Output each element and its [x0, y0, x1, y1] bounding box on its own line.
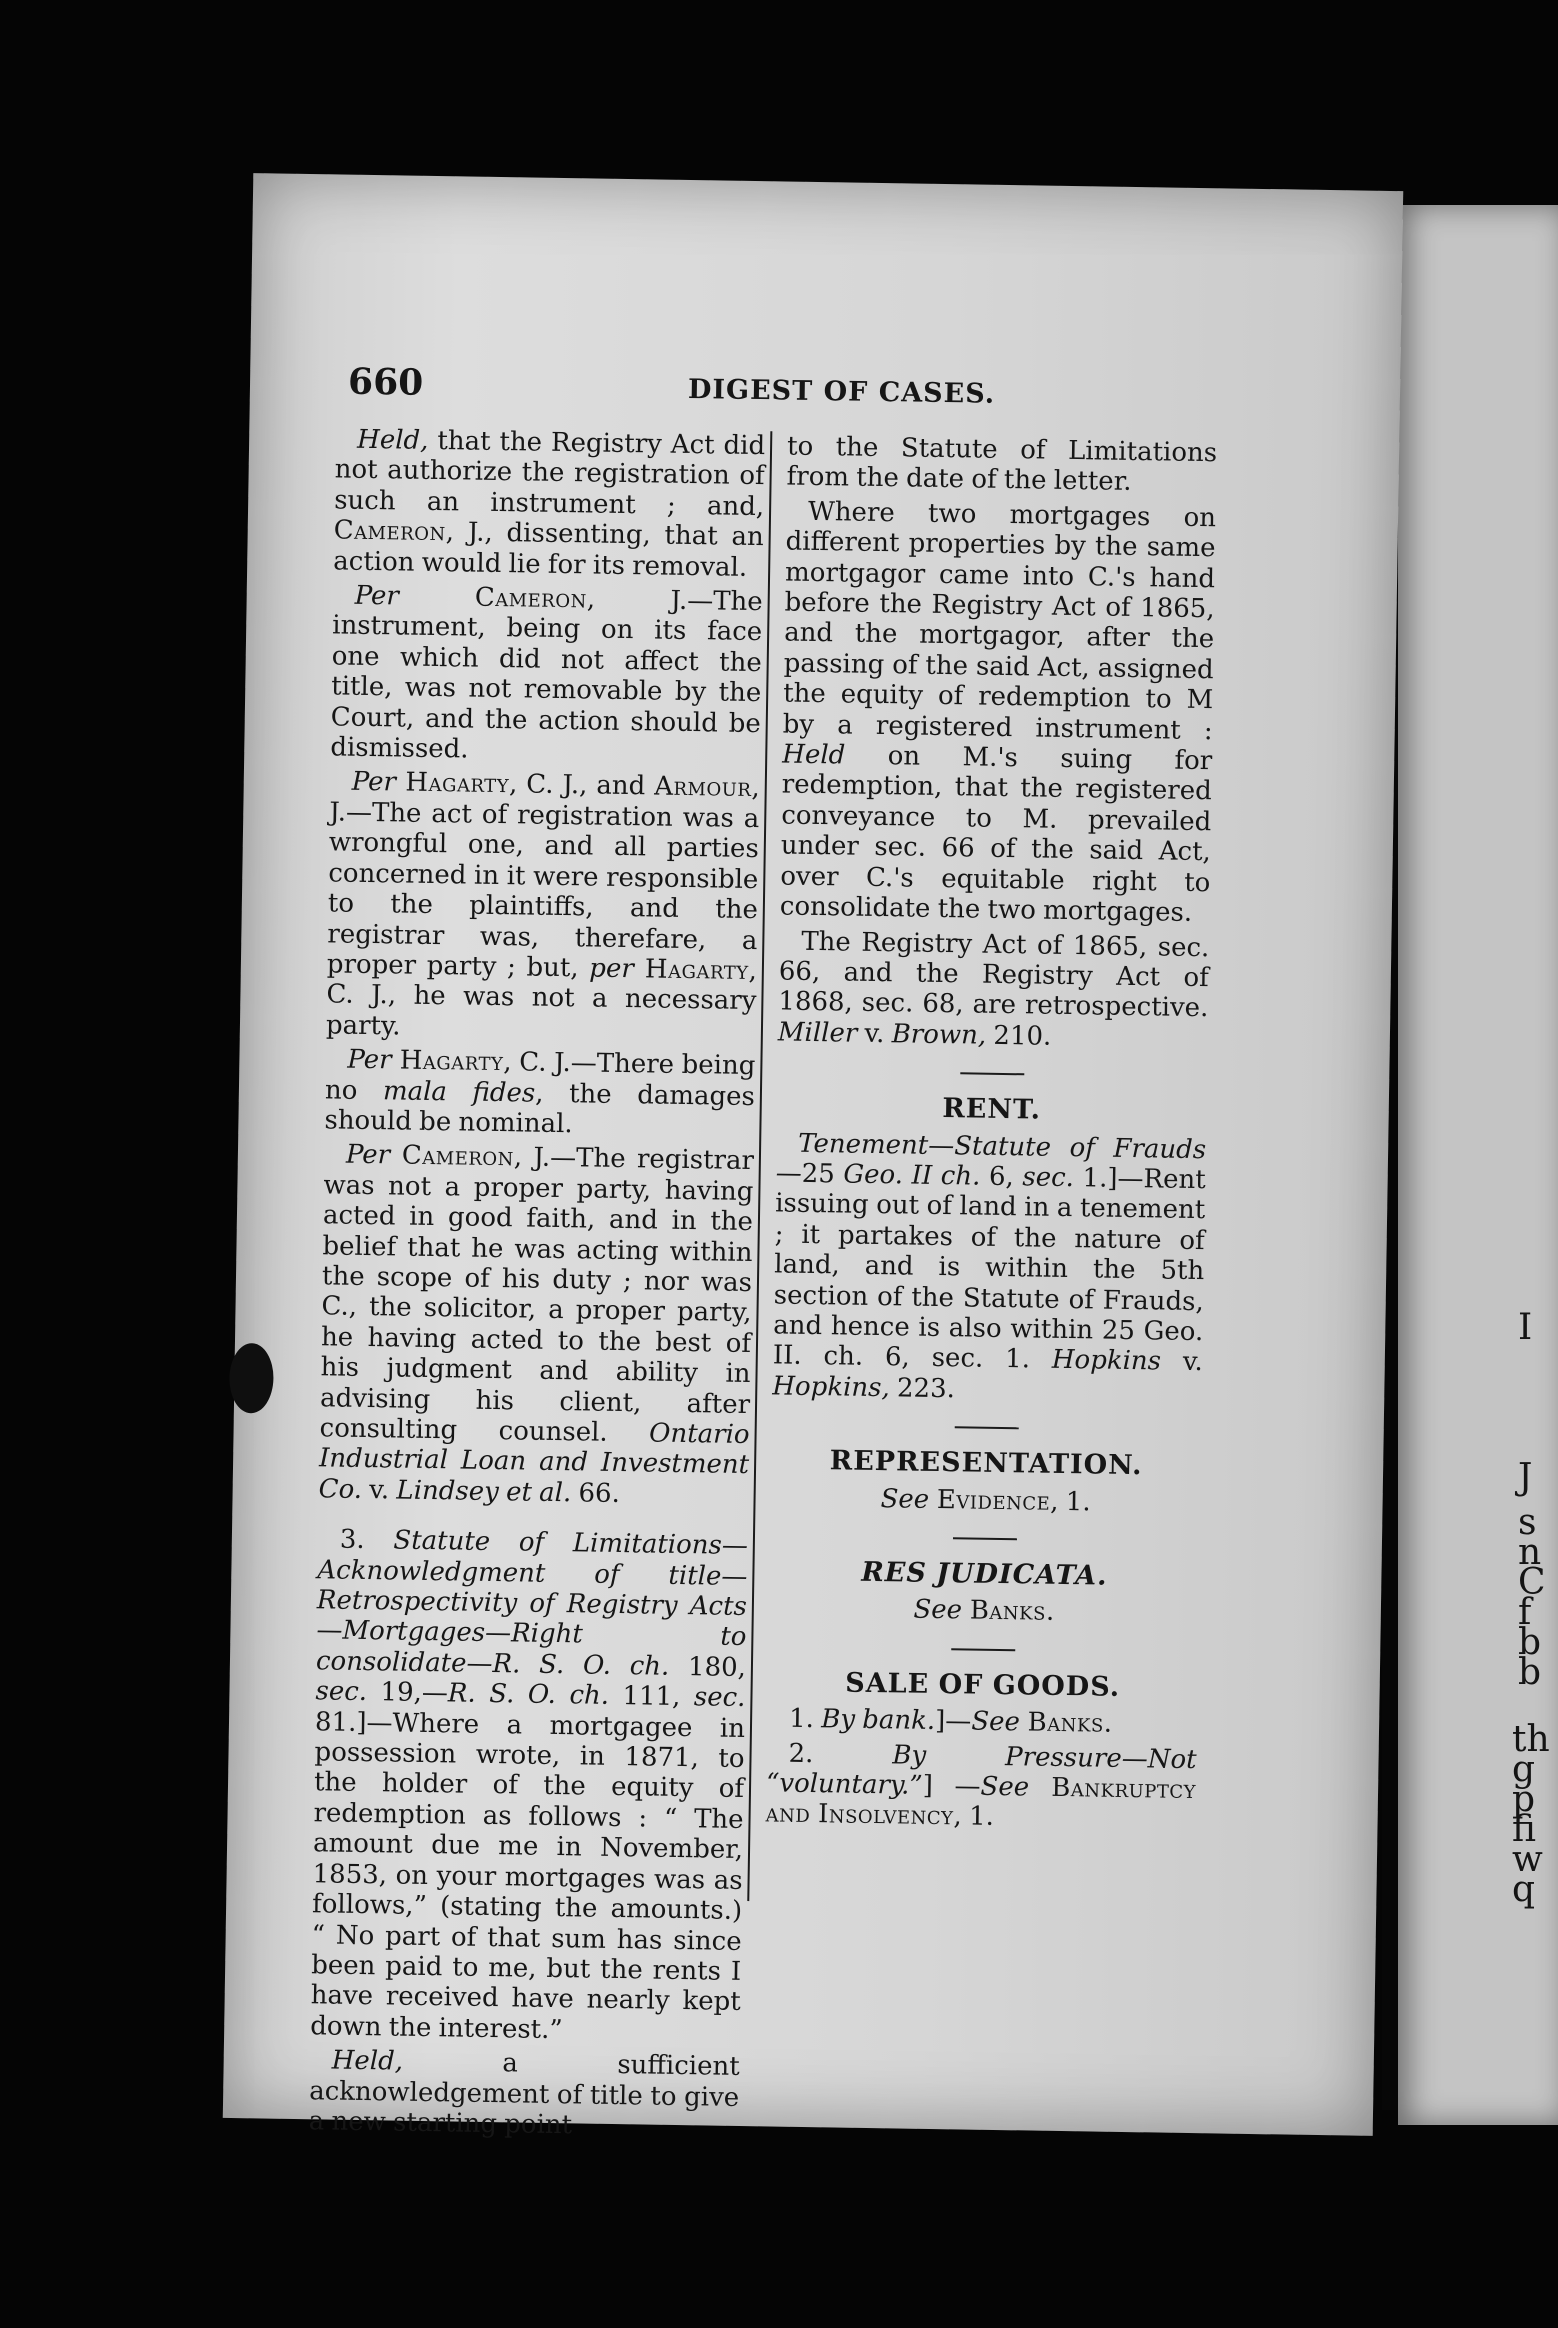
cross-reference: See Evidence, 1. [880, 1483, 1091, 1517]
facing-glyph: b [1518, 1652, 1542, 1693]
facing-glyph: q [1512, 1869, 1536, 1910]
cross-reference: See Banks. [913, 1595, 1055, 1628]
paragraph: Tenement—Statute of Frauds—25 Geo. II ch. 6, sec. 1.]—Rent issuing out of land in a tenement ; it partakes of the nature of land, and is within the 5th section of the Statute of Frauds, and hence is also within 25 Geo. II. ch. 6, sec. 1. Hopkins v. Hopkins, 223. [772, 1128, 1207, 1405]
facing-glyph: fi [1512, 1809, 1537, 1850]
paragraph: The Registry Act of 1865, sec. 66, and the Registry Act of 1868, sec. 68, are retrospective. Miller v. Brown, 210. [777, 926, 1210, 1052]
paragraph: 1. By bank.]—See Banks. [788, 1703, 1113, 1739]
left-column [308, 424, 765, 2147]
section-rule [955, 1426, 1019, 1429]
page-number: 660 [347, 360, 424, 404]
paragraph: Held, that the Registry Act did not authorize the registration of such an instrument ; and, Cameron, J., dissenting, that an action would lie for its removal. [333, 424, 766, 583]
paragraph: Per Cameron, J.—The registrar was not a proper party, having acted in good faith, and in the belief that he was acting within the scope of his duty ; nor was C., the solicitor, a proper party, he having acted to the best of his judgment and ability in advising his client, after consulting counsel. Ontario Industrial Loan and Investment Co. v. Lindsey et al. 66. [318, 1140, 755, 1509]
facing-glyph: g [1512, 1749, 1536, 1790]
paragraph: Held, a sufficient acknowledgement of title to give a new starting point [308, 2045, 740, 2141]
facing-glyph: w [1512, 1839, 1543, 1880]
right-column [765, 432, 1217, 1840]
section-rule [960, 1072, 1024, 1075]
ink-blot [229, 1343, 274, 1414]
facing-glyph: I [1518, 1307, 1533, 1348]
running-header [347, 361, 1150, 434]
paragraph: Per Cameron, J.—The instrument, being on its face one which did not affect the title, was not removable by the Court, and the action should be dismissed. [330, 580, 763, 765]
section-heading-representation: REPRESENTATION. [829, 1445, 1143, 1482]
facing-glyph: C [1518, 1562, 1546, 1603]
paragraph: to the Statute of Limitations from the date of the letter. [786, 431, 1218, 498]
paragraph: 3. Statute of Limitations—Acknowledgment of title—Retrospectivity of Registry Acts—Mortgages—Right to consolidate—R. S. O. ch. 180, sec. 19,—R. S. O. ch. 111, sec. 81.]—Where a mortgagee in possession wrote, in 1871, to the holder of the equity of redemption as follows : “ The amount due me in November, 1853, on your mortgages was as follows,” (stating the amounts.) “ No part of that sum has since been paid to me, but the rents I have received have nearly kept down the interest.” [310, 1524, 749, 2045]
facing-glyph: th [1512, 1719, 1550, 1760]
paragraph: Per Hagarty, C. J., and Armour, J.—The act of registration was a wrongful one, and all parties concerned in it were responsible to the plaintiffs, and the registrar was, therefare, a proper party ; but, per Hagarty, C. J., he was not a necessary party. [325, 767, 760, 1042]
facing-glyph: f [1518, 1592, 1532, 1633]
section-heading-res-judicata: RES JUDICATA. [861, 1556, 1108, 1592]
paragraph: 2. By Pressure—Not “voluntary.”] —See Bankruptcy and Insolvency, 1. [765, 1738, 1197, 1833]
facing-glyph: s [1518, 1502, 1537, 1543]
page-title: DIGEST OF CASES. [687, 373, 996, 410]
facing-glyph: J [1518, 1457, 1533, 1498]
facing-glyph: b [1518, 1622, 1542, 1663]
section-heading-sale-of-goods: SALE OF GOODS. [844, 1667, 1121, 1703]
book-page [223, 173, 1403, 2141]
section-rule [953, 1537, 1017, 1540]
paragraph: Where two mortgages on different properties by the same mortgagor came into C.'s hand before the Registry Act of 1865, and the mortgagor, after the passing of the said Act, assigned the equity of redemption to M by a registered instrument : Held on M.'s suing for redemption, that the registered conveyance to M. prevailed under sec. 66 of the said Act, over C.'s equitable right to consolidate the two mortgages. [779, 496, 1217, 929]
facing-glyph: n [1518, 1532, 1542, 1573]
section-heading-rent: RENT. [942, 1093, 1042, 1126]
facing-glyph: p [1512, 1779, 1536, 1820]
section-rule [951, 1648, 1015, 1651]
paragraph: Per Hagarty, C. J.—There being no mala fides, the damages should be nominal. [324, 1044, 756, 1140]
